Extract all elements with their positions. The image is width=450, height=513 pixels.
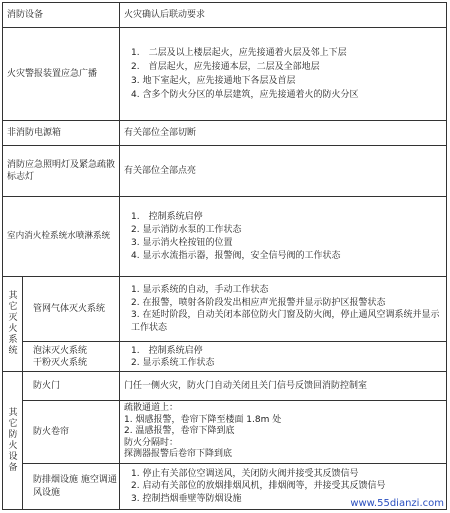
smoke-exhaust-label: 防排烟设施 施空调通风设施: [33, 475, 117, 498]
hydrant-requirement: [131, 197, 443, 276]
smoke-exhaust-label-cell: [33, 464, 117, 509]
fire-door-label-cell: [33, 372, 117, 400]
emergency-light-label-cell: [7, 146, 117, 196]
hydrant-label: 室内消火栓系统水喷淋系统: [7, 231, 111, 242]
emergency-light-label: 消防应急照明灯及紧急疏散标志灯: [7, 159, 116, 182]
shutter-requirement: [124, 401, 444, 463]
list-item: 2. 显示消防水泵的工作状态: [131, 224, 242, 235]
gas-pipe-list: [131, 284, 445, 334]
group-extinguish-cell: [5, 277, 21, 371]
fire-door-requirement: [124, 372, 444, 400]
non-fire-power-requirement: [124, 121, 444, 145]
list-item: 防火分隔时：: [124, 437, 179, 448]
header-equipment: [7, 3, 117, 27]
shutter-label: 防火卷帘: [33, 426, 70, 437]
gas-pipe-label: 管网气体灭火系统: [33, 303, 106, 314]
list-item: 1. 烟感报警，卷帘下降至楼面 1.8m 处: [124, 414, 282, 425]
site-watermark: www.55dianzi.com: [350, 498, 444, 509]
foam-label: 泡沫灭火系统 干粉灭火系统: [33, 345, 88, 368]
list-item: 1. 停止有关部位空调送风，关闭防火阀并接受其反馈信号: [131, 468, 359, 479]
list-item: 1. 二层及以上楼层起火，应先接通着火层及邻上下层: [131, 48, 347, 58]
foam-requirement: [131, 342, 443, 371]
list-item: 2. 温感报警，卷帘下降到底: [124, 426, 235, 437]
list-item: 2. 显示系统工作状态: [131, 357, 215, 368]
list-item: 4. 显示水流指示器，报警阀，安全信号阀的工作状态: [131, 250, 341, 261]
gas-pipe-label-cell: [33, 277, 117, 341]
gas-pipe-requirement: [131, 277, 445, 341]
header-requirement: [124, 3, 444, 27]
non-fire-power-text: 有关部位全部切断: [124, 127, 197, 138]
fire-door-text: 门任一侧火灾，防火门自动关闭且关门信号反馈回消防控制室: [124, 380, 368, 391]
hydrant-label-cell: [7, 197, 119, 276]
list-item: 疏散通道上：: [124, 403, 179, 414]
column-divider: [119, 3, 120, 509]
list-item: 3. 控制挡烟垂壁等防烟设施: [131, 493, 242, 504]
group-column-divider: [22, 276, 23, 509]
non-fire-power-label: 非消防电源箱: [7, 127, 62, 138]
list-item: 1. 控制系统启停: [131, 345, 203, 356]
foam-label-cell: [33, 342, 117, 371]
list-item: 2. 在报警，喷射各阶段发出相应声光报警并显示防护区报警状态: [131, 297, 386, 308]
list-item: 1. 控制系统启停: [131, 211, 203, 222]
shutter-list: [124, 403, 281, 461]
list-item: 3. 显示消火栓按钮的位置: [131, 237, 233, 248]
header-equipment-label: 消防设备: [7, 9, 44, 20]
header-requirement-label: 火灾确认后联动要求: [124, 9, 206, 20]
fire-linkage-table: [2, 2, 447, 510]
fire-alarm-list: [131, 46, 358, 102]
list-item: 2. 首层起火，应先接通本层，二层及全部地层: [131, 62, 320, 72]
foam-list: [131, 345, 214, 369]
fire-alarm-requirement: [131, 28, 443, 120]
shutter-label-cell: [33, 401, 117, 463]
list-item: 3. 在延时阶段，自动关闭本部位防火门窗及防火阀，停止通风空调系统并显示工作状态: [131, 310, 440, 333]
list-item: 4. 含多个防火分区的单层建筑，应先接通着火的防火分区: [131, 90, 359, 100]
list-item: 探测器报警后卷帘下降到底: [124, 449, 233, 460]
list-item: 3. 地下室起火，应先接通地下各层及首层: [131, 76, 296, 86]
list-item: 2. 启动有关部位的放烟排烟风机，排烟阀等，并接受其反馈信号: [131, 481, 386, 492]
fire-alarm-label: 火灾警报装置应急广播: [7, 68, 98, 79]
group-extinguish-label: 其它灭火系统: [8, 291, 18, 356]
group-fireproof-cell: [5, 372, 21, 509]
emergency-light-requirement: [124, 146, 444, 196]
list-item: 1. 显示系统的自动，手动工作状态: [131, 285, 269, 295]
emergency-light-text: 有关部位全部点亮: [124, 165, 197, 176]
group-fireproof-label: 其它防火设备: [8, 407, 18, 473]
smoke-exhaust-list: [131, 468, 385, 506]
hydrant-list: [131, 211, 340, 263]
fire-alarm-label-cell: [7, 28, 117, 120]
fire-door-label: 防火门: [33, 380, 61, 391]
non-fire-power-label-cell: [7, 121, 117, 145]
